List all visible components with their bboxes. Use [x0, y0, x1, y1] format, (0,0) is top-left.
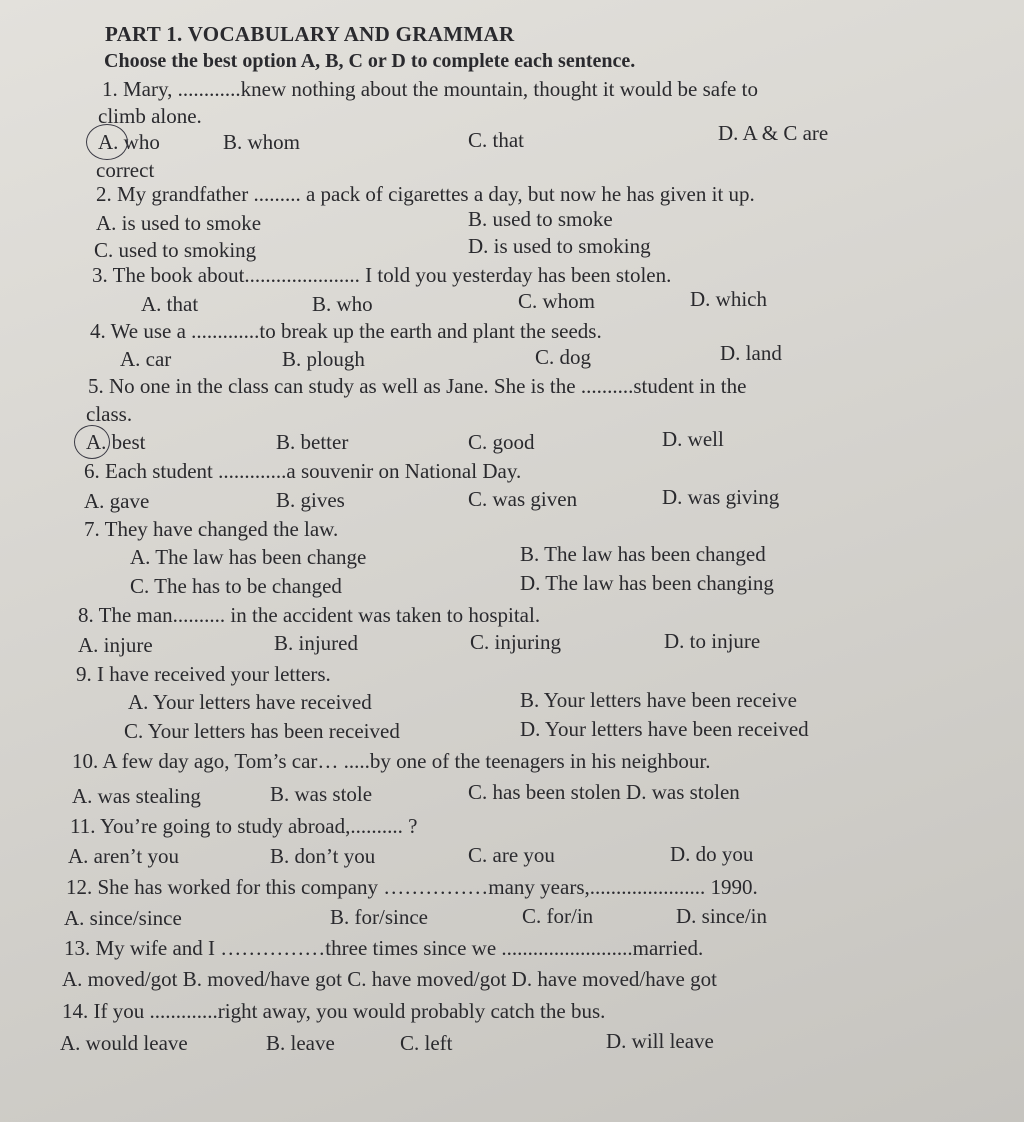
q6-option-c: C. was given [468, 487, 578, 511]
q11-option-c: C. are you [468, 843, 555, 867]
question-1-stem-cont: climb alone. [98, 104, 202, 128]
q4-option-c: C. dog [535, 345, 592, 369]
q14-option-d: D. will leave [606, 1029, 714, 1053]
q4-option-d: D. land [720, 341, 782, 365]
q9-option-b: B. Your letters have been receive [520, 688, 797, 712]
q4-option-b: B. plough [282, 347, 365, 371]
q7-option-a: A. The law has been change [130, 545, 367, 569]
q9-option-a: A. Your letters have received [128, 690, 372, 714]
instruction: Choose the best option A, B, C or D to complete each sentence. [104, 50, 636, 72]
q5-option-b: B. better [276, 430, 349, 454]
question-1-stem: 1. Mary, ............knew nothing about the mountain, thought it would be safe to [102, 77, 758, 101]
q10-option-a: A. was stealing [72, 784, 201, 808]
q10-option-b: B. was stole [270, 782, 373, 806]
q12-option-d: D. since/in [676, 904, 767, 928]
q10-option-c: C. has been stolen D. was stolen [468, 780, 740, 804]
question-11-stem: 11. You’re going to study abroad,.......... ? [70, 814, 418, 838]
part-title: PART 1. VOCABULARY AND GRAMMAR [105, 22, 515, 46]
q3-option-d: D. which [690, 287, 767, 311]
q3-option-b: B. who [312, 292, 373, 316]
q7-option-b: B. The law has been changed [520, 542, 766, 566]
q2-option-c: C. used to smoking [94, 238, 257, 262]
q5-option-d: D. well [662, 427, 724, 451]
q8-option-d: D. to injure [664, 629, 761, 653]
q3-option-a: A. that [141, 292, 199, 316]
q14-option-b: B. leave [266, 1031, 335, 1055]
q6-option-b: B. gives [276, 488, 345, 512]
q2-option-d: D. is used to smoking [468, 234, 651, 258]
q6-option-a: A. gave [84, 489, 150, 513]
q13-options: A. moved/got B. moved/have got C. have moved/got D. have moved/have got [62, 967, 717, 991]
q12-option-a: A. since/since [64, 906, 182, 930]
q14-option-a: A. would leave [60, 1031, 188, 1055]
question-5-stem-cont: class. [86, 402, 133, 426]
q12-option-b: B. for/since [330, 905, 428, 929]
q4-option-a: A. car [120, 347, 172, 371]
q11-option-b: B. don’t you [270, 844, 376, 868]
question-13-stem: 13. My wife and I ……………three times since we .........................married. [64, 936, 704, 960]
q6-option-d: D. was giving [662, 485, 780, 509]
q1-option-d-cont: correct [96, 158, 155, 182]
q3-option-c: C. whom [518, 289, 596, 313]
q8-option-b: B. injured [274, 631, 358, 655]
question-4-stem: 4. We use a .............to break up the earth and plant the seeds. [90, 319, 602, 343]
q7-option-d: D. The law has been changing [520, 571, 774, 595]
question-7-stem: 7. They have changed the law. [84, 517, 339, 541]
q12-option-c: C. for/in [522, 904, 594, 928]
question-5-stem: 5. No one in the class can study as well as Jane. She is the ..........student in the [88, 374, 747, 398]
q5-option-c: C. good [468, 430, 535, 454]
question-2-stem: 2. My grandfather ......... a pack of cigarettes a day, but now he has given it up. [96, 182, 755, 206]
question-3-stem: 3. The book about...................... I told you yesterday has been stolen. [92, 263, 672, 287]
q8-option-a: A. injure [78, 633, 153, 657]
q5-option-a: A. best [86, 430, 146, 454]
q1-option-b: B. whom [223, 130, 301, 154]
question-12-stem: 12. She has worked for this company ……………many years,...................... 1990. [66, 875, 758, 899]
q9-option-d: D. Your letters have been received [520, 717, 809, 741]
q9-option-c: C. Your letters has been received [124, 719, 400, 743]
question-9-stem: 9. I have received your letters. [76, 662, 331, 686]
q2-option-a: A. is used to smoke [96, 211, 262, 235]
question-6-stem: 6. Each student .............a souvenir on National Day. [84, 459, 522, 483]
q8-option-c: C. injuring [470, 630, 562, 654]
q14-option-c: C. left [400, 1031, 453, 1055]
q1-option-d: D. A & C are [718, 121, 829, 145]
q11-option-d: D. do you [670, 842, 754, 866]
question-8-stem: 8. The man.......... in the accident was taken to hospital. [78, 603, 541, 627]
q7-option-c: C. The has to be changed [130, 574, 342, 598]
question-14-stem: 14. If you .............right away, you would probably catch the bus. [62, 999, 606, 1023]
q1-option-c: C. that [468, 128, 524, 152]
question-10-stem: 10. A few day ago, Tom’s car… .....by one of the teenagers in his neighbour. [72, 749, 711, 773]
q1-option-a: A. who [98, 130, 160, 154]
q2-option-b: B. used to smoke [468, 207, 613, 231]
q11-option-a: A. aren’t you [68, 844, 179, 868]
